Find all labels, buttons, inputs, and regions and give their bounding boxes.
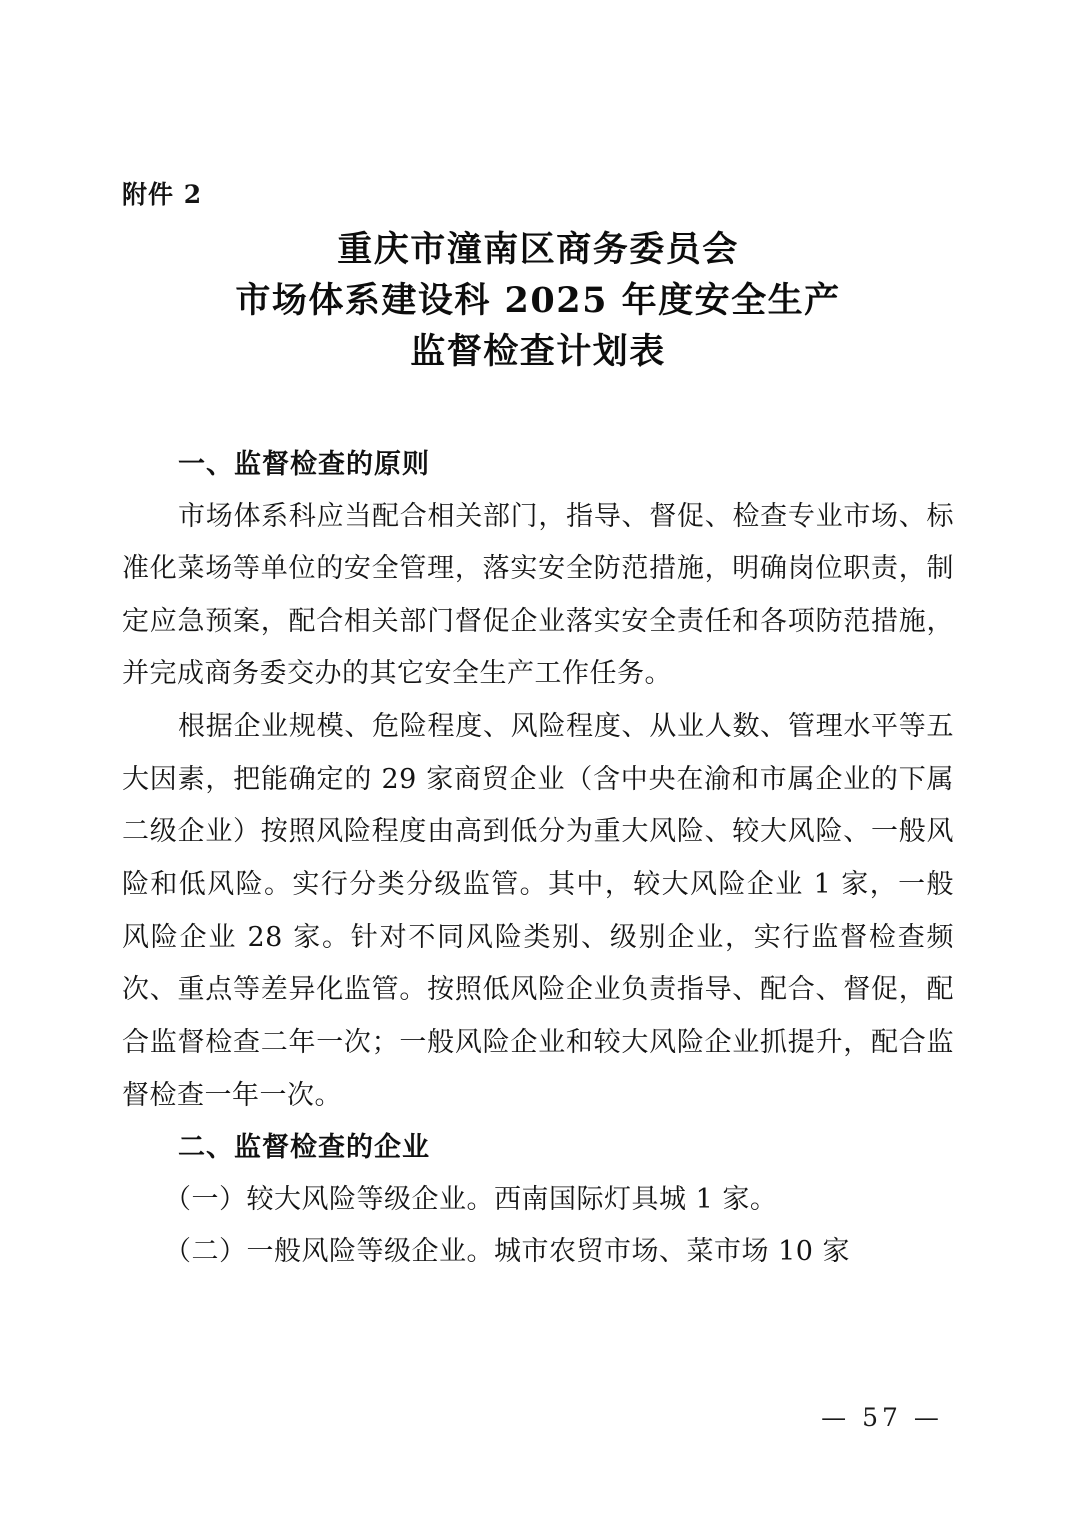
page-number: — 57 — bbox=[821, 1403, 943, 1432]
paragraph-principles-2: 根据企业规模、危险程度、风险程度、从业人数、管理水平等五大因素，把能确定的 29 家商贸企业（含中央在渝和市属企业的下属二级企业）按照风险程度由高到低分为重大风险、较大风险、一般风险和低风险。实行分类分级监管。其中，较大风险企业 1 家，一般风险企业 28 家。针对不同风险类别、级别企业，实行监督检查频次、重点等差异化监管。按照低风险企业负责指导、配合、督促，配合监督检查二年一次；一般风险企业和较大风险企业抓提升，配合监督检查一年一次。 bbox=[122, 711, 954, 1111]
list-item-general-risk: （二）一般风险等级企业。城市农贸市场、菜市场 10 家 bbox=[164, 1236, 851, 1268]
title-body-spacer bbox=[122, 377, 954, 439]
title-line-2: 市场体系建设科 2025 年度安全生产 bbox=[235, 279, 841, 321]
title-line-3: 监督检查计划表 bbox=[410, 330, 666, 372]
list-item-high-risk: （一）较大风险等级企业。西南国际灯具城 1 家。 bbox=[164, 1183, 778, 1215]
paragraph-principles-1: 市场体系科应当配合相关部门，指导、督促、检查专业市场、标准化菜场等单位的安全管理，落实安全防范措施，明确岗位职责，制定应急预案，配合相关部门督促企业落实安全责任和各项防范措施，并完成商务委交办的其它安全生产工作任务。 bbox=[122, 500, 954, 690]
attachment-label: 附件 2 bbox=[122, 180, 203, 209]
page-title bbox=[122, 225, 954, 377]
section-heading-enterprises: 二、监督检查的企业 bbox=[178, 1132, 430, 1164]
title-line-1: 重庆市潼南区商务委员会 bbox=[337, 229, 739, 270]
section-heading-principles: 一、监督检查的原则 bbox=[178, 449, 430, 481]
